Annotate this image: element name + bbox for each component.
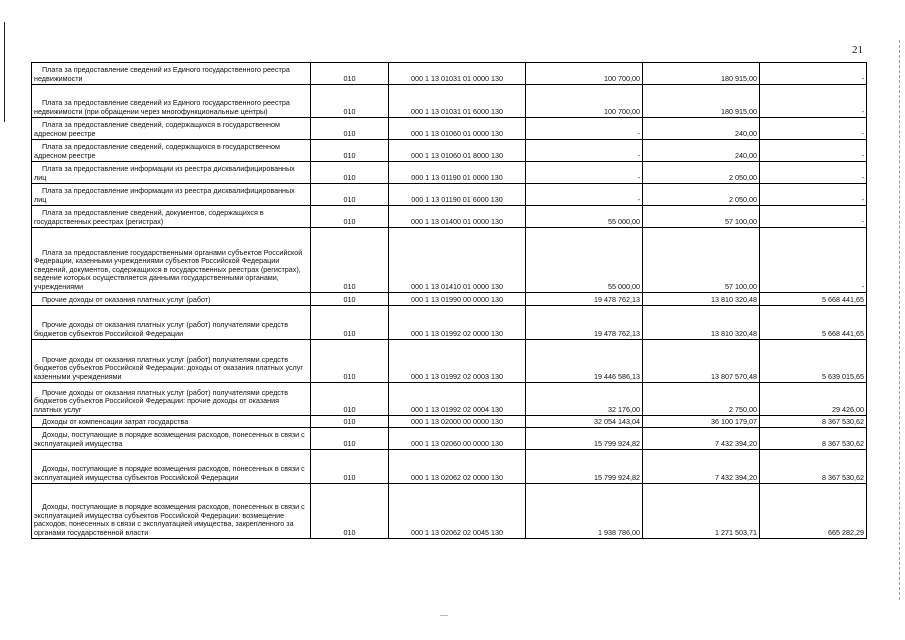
- table-row: [32, 184, 867, 206]
- row-line-code: 010: [311, 306, 389, 340]
- row-name: Плата за предоставление сведений из Единого государственного реестра недвижимости: [32, 63, 311, 85]
- row-amount-1: 55 000,00: [526, 228, 643, 293]
- row-amount-2: 2 750,00: [643, 383, 760, 416]
- row-name: Прочие доходы от оказания платных услуг (работ): [32, 293, 311, 306]
- row-amount-3: -: [760, 140, 867, 162]
- row-amount-3: 8 367 530,62: [760, 428, 867, 450]
- row-budget-code: 000 1 13 01410 01 0000 130: [389, 228, 526, 293]
- row-amount-2: 2 050,00: [643, 162, 760, 184]
- row-amount-1: 19 478 762,13: [526, 293, 643, 306]
- row-amount-3: -: [760, 63, 867, 85]
- row-amount-1: 15 799 924,82: [526, 428, 643, 450]
- row-line-code: 010: [311, 206, 389, 228]
- row-amount-1: 19 478 762,13: [526, 306, 643, 340]
- row-budget-code: 000 1 13 02000 00 0000 130: [389, 416, 526, 428]
- table-row: [32, 306, 867, 340]
- row-line-code: 010: [311, 63, 389, 85]
- row-amount-2: 57 100,00: [643, 228, 760, 293]
- table-row: [32, 63, 867, 85]
- table-row: [32, 162, 867, 184]
- row-line-code: 010: [311, 416, 389, 428]
- row-budget-code: 000 1 13 01060 01 0000 130: [389, 118, 526, 140]
- row-line-code: 010: [311, 484, 389, 539]
- row-amount-2: 13 807 570,48: [643, 340, 760, 383]
- row-amount-3: 5 668 441,65: [760, 293, 867, 306]
- row-budget-code: 000 1 13 01060 01 8000 130: [389, 140, 526, 162]
- table-row: [32, 383, 867, 416]
- row-name: Доходы, поступающие в порядке возмещения расходов, понесенных в связи с эксплуатацией имущества субъектов Российской Федерации: возмещение расходов, понесенных в связи с эксплуатацией имущества, закрепленного за органами государственной власти: [32, 484, 311, 539]
- row-amount-3: 8 367 530,62: [760, 450, 867, 484]
- row-budget-code: 000 1 13 01990 00 0000 130: [389, 293, 526, 306]
- row-amount-1: 55 000,00: [526, 206, 643, 228]
- row-line-code: 010: [311, 118, 389, 140]
- table-row: [32, 416, 867, 428]
- row-amount-3: -: [760, 118, 867, 140]
- row-amount-3: 5 668 441,65: [760, 306, 867, 340]
- row-amount-2: 180 915,00: [643, 85, 760, 118]
- table-row: [32, 340, 867, 383]
- row-name: Плата за предоставление сведений, содержащихся в государственном адресном реестре: [32, 118, 311, 140]
- row-line-code: 010: [311, 228, 389, 293]
- row-amount-2: 13 810 320,48: [643, 306, 760, 340]
- row-line-code: 010: [311, 162, 389, 184]
- row-name: Прочие доходы от оказания платных услуг (работ) получателями средств бюджетов субъектов Российской Федерации: [32, 306, 311, 340]
- row-amount-2: 180 915,00: [643, 63, 760, 85]
- row-line-code: 010: [311, 340, 389, 383]
- row-name: Доходы, поступающие в порядке возмещения расходов, понесенных в связи с эксплуатацией имущества: [32, 428, 311, 450]
- table-row: [32, 118, 867, 140]
- row-amount-2: 36 100 179,07: [643, 416, 760, 428]
- row-budget-code: 000 1 13 01992 02 0004 130: [389, 383, 526, 416]
- revenue-table: [31, 62, 867, 539]
- row-amount-1: 100 700,00: [526, 85, 643, 118]
- left-margin-rule: [4, 22, 5, 122]
- row-amount-3: -: [760, 228, 867, 293]
- row-amount-2: 1 271 503,71: [643, 484, 760, 539]
- row-amount-1: -: [526, 118, 643, 140]
- row-amount-3: -: [760, 184, 867, 206]
- row-amount-2: 57 100,00: [643, 206, 760, 228]
- row-amount-1: -: [526, 140, 643, 162]
- table-row: [32, 85, 867, 118]
- row-budget-code: 000 1 13 02062 02 0000 130: [389, 450, 526, 484]
- row-line-code: 010: [311, 140, 389, 162]
- row-budget-code: 000 1 13 01031 01 0000 130: [389, 63, 526, 85]
- row-budget-code: 000 1 13 01190 01 6000 130: [389, 184, 526, 206]
- table-row: [32, 228, 867, 293]
- row-amount-3: -: [760, 85, 867, 118]
- row-name: Плата за предоставление государственными органами субъектов Российской Федерации, казенными учреждениями субъектов Российской Федерации сведений, документов, содержащихся в государственных реестрах (регистрах), ведение которых осуществляется данными государственными органами, учреждениями: [32, 228, 311, 293]
- row-name: Плата за предоставление сведений, документов, содержащихся в государственных реестрах (регистрах): [32, 206, 311, 228]
- footer-mark: [440, 615, 448, 616]
- row-budget-code: 000 1 13 01031 01 6000 130: [389, 85, 526, 118]
- row-name: Доходы, поступающие в порядке возмещения расходов, понесенных в связи с эксплуатацией имущества субъектов Российской Федерации: [32, 450, 311, 484]
- row-amount-1: 32 054 143,04: [526, 416, 643, 428]
- row-amount-1: -: [526, 162, 643, 184]
- table-row: [32, 484, 867, 539]
- row-budget-code: 000 1 13 02060 00 0000 130: [389, 428, 526, 450]
- page-number: 21: [852, 44, 863, 56]
- row-line-code: 010: [311, 450, 389, 484]
- table-row: [32, 206, 867, 228]
- right-margin-dashes: [899, 40, 901, 600]
- row-line-code: 010: [311, 428, 389, 450]
- row-name: Плата за предоставление информации из реестра дисквалифицированных лиц: [32, 162, 311, 184]
- row-amount-1: 19 446 586,13: [526, 340, 643, 383]
- row-line-code: 010: [311, 293, 389, 306]
- row-amount-2: 240,00: [643, 140, 760, 162]
- table-row: [32, 293, 867, 306]
- row-amount-1: 1 938 786,00: [526, 484, 643, 539]
- table-row: [32, 450, 867, 484]
- row-budget-code: 000 1 13 02062 02 0045 130: [389, 484, 526, 539]
- row-name: Прочие доходы от оказания платных услуг (работ) получателями средств бюджетов субъектов Российской Федерации: доходы от оказания платных услуг казенными учреждениями: [32, 340, 311, 383]
- revenue-table-body: [32, 63, 867, 539]
- row-amount-3: -: [760, 162, 867, 184]
- row-amount-3: 5 639 015,65: [760, 340, 867, 383]
- row-amount-1: -: [526, 184, 643, 206]
- row-name: Плата за предоставление информации из реестра дисквалифицированных лиц: [32, 184, 311, 206]
- row-amount-2: 240,00: [643, 118, 760, 140]
- row-name: Плата за предоставление сведений из Единого государственного реестра недвижимости (при обращении через многофункциональные центры): [32, 85, 311, 118]
- row-name: Плата за предоставление сведений, содержащихся в государственном адресном реестре: [32, 140, 311, 162]
- row-amount-3: -: [760, 206, 867, 228]
- row-amount-2: 7 432 394,20: [643, 428, 760, 450]
- row-name: Доходы от компенсации затрат государства: [32, 416, 311, 428]
- row-amount-1: 100 700,00: [526, 63, 643, 85]
- table-row: [32, 428, 867, 450]
- row-budget-code: 000 1 13 01992 02 0003 130: [389, 340, 526, 383]
- row-amount-3: 665 282,29: [760, 484, 867, 539]
- table-row: [32, 140, 867, 162]
- row-budget-code: 000 1 13 01400 01 0000 130: [389, 206, 526, 228]
- row-amount-2: 2 050,00: [643, 184, 760, 206]
- row-line-code: 010: [311, 184, 389, 206]
- row-amount-3: 29 426,00: [760, 383, 867, 416]
- row-amount-1: 32 176,00: [526, 383, 643, 416]
- row-amount-2: 7 432 394,20: [643, 450, 760, 484]
- row-budget-code: 000 1 13 01190 01 0000 130: [389, 162, 526, 184]
- row-amount-1: 15 799 924,82: [526, 450, 643, 484]
- row-line-code: 010: [311, 383, 389, 416]
- row-budget-code: 000 1 13 01992 02 0000 130: [389, 306, 526, 340]
- row-line-code: 010: [311, 85, 389, 118]
- row-name: Прочие доходы от оказания платных услуг (работ) получателями средств бюджетов субъектов Российской Федерации: прочие доходы от оказания платных услуг: [32, 383, 311, 416]
- row-amount-3: 8 367 530,62: [760, 416, 867, 428]
- row-amount-2: 13 810 320,48: [643, 293, 760, 306]
